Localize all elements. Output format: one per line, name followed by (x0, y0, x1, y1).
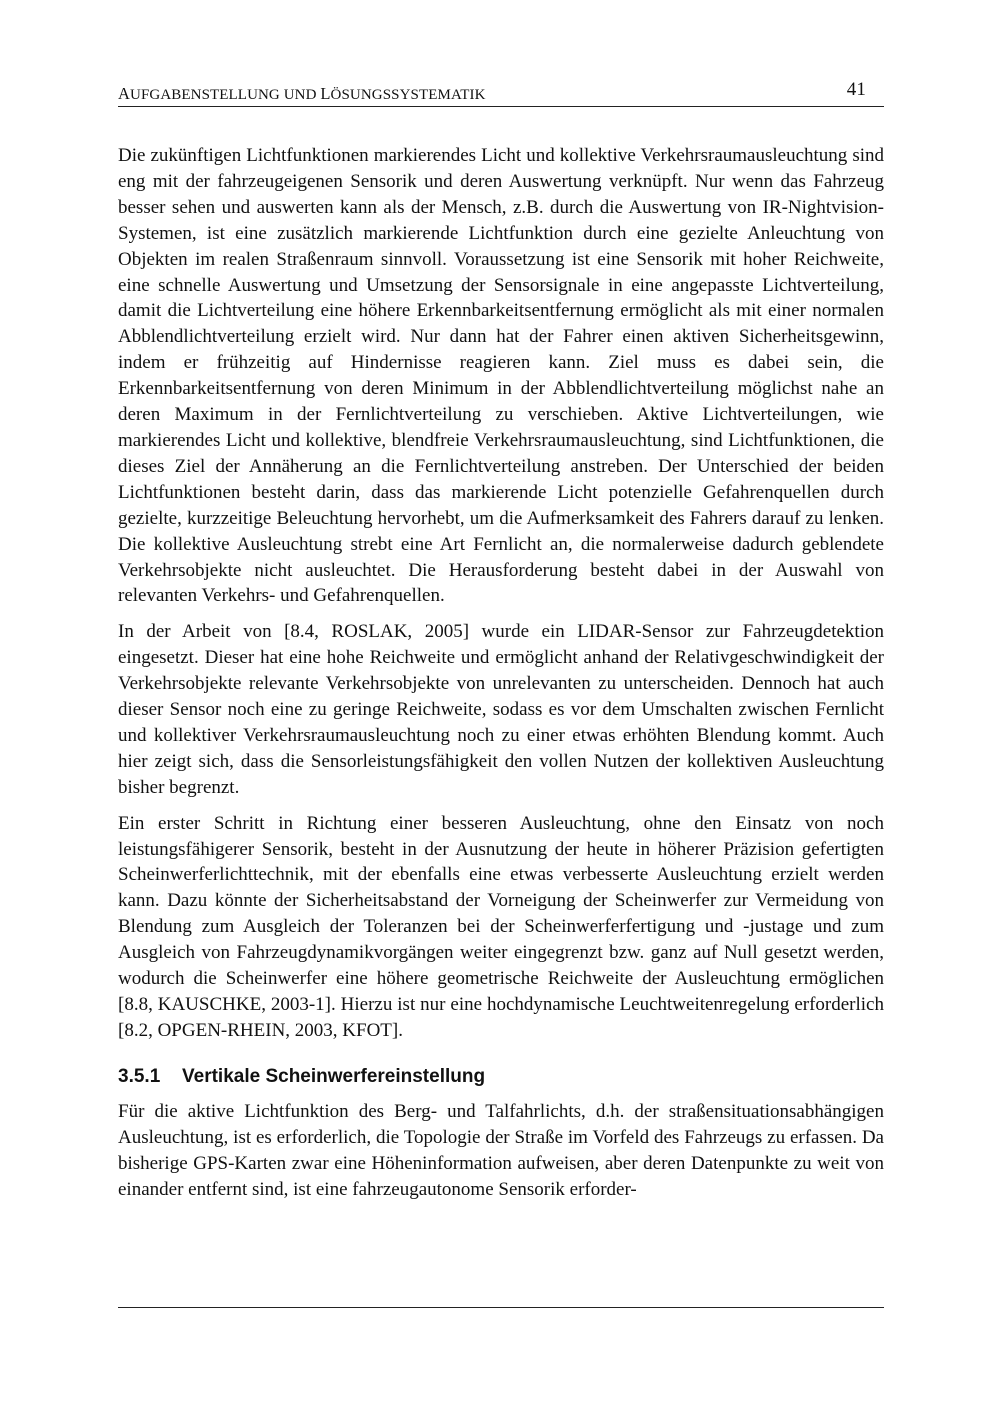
document-page (118, 0, 884, 1415)
paragraph-berg-und-talfahrlicht: Für die aktive Lichtfunktion des Berg- und Talfahrlichts, d.h. der straßensituationsabhängigen Ausleuchtung, ist es erforderlich, die Topologie der Straße im Vorfeld des Fahrzeugs zu erfassen. Da bisherige GPS-Karten zwar eine Höheninformation aufweisen, aber deren Datenpunkte zu weit von einander entfernt sind, ist eine fahrzeugautonome Sensorik erforder- (118, 1100, 884, 1200)
footer-rule (118, 1307, 884, 1308)
chapter-title-rest-2: ÖSUNGSSYSTEMATIK (330, 87, 486, 103)
section-title: Vertikale Scheinwerfereinstellung (182, 1065, 486, 1087)
chapter-title (118, 84, 486, 104)
chapter-title-initial-2: L (320, 84, 331, 103)
paragraph-lidar-sensor: In der Arbeit von [8.4, ROSLAK, 2005] wurde ein LIDAR-Sensor zur Fahrzeugdetektion eingesetzt. Dieser hat eine hohe Reichweite und ermöglicht anhand der Relativgeschwindigkeit der Verkehrsobjekte relevante Verkehrsobjekte von unrelevanten zu unterscheiden. Dennoch hat auch dieser Sensor noch eine zu geringe Reichweite, sodass es vor dem Umschalten zwischen Fernlicht und kollektiver Verkehrsraumausleuchtung noch zu einer etwas erhöhten Blendung kommt. Auch hier zeigt sich, dass die Sensorleistungsfähigkeit den vollen Nutzen der kollektiven Ausleuchtung bisher begrenzt. (118, 621, 884, 798)
body-text (118, 143, 884, 1212)
chapter-title-initial-1: A (118, 84, 131, 103)
running-header (118, 80, 884, 107)
section-number: 3.5.1 (118, 1065, 161, 1087)
paragraph-lichtfunktionen: Die zukünftigen Lichtfunktionen markierendes Licht und kollektive Verkehrsraumausleuchtung sind eng mit der fahrzeugeigenen Sensorik und deren Auswertung verknüpft. Nur wenn das Fahrzeug besser sehen und auswerten kann als der Mensch, z.B. durch die Auswertung von IR-Nightvision-Systemen, ist eine zusätzlich markierende Lichtfunktion durch eine gezielte Anleuchtung von Objekten im realen Straßenraum sinnvoll. Voraussetzung ist eine Sensorik mit hoher Reichweite, eine schnelle Auswertung und Umsetzung der Sensorsignale in eine angepasste Lichtverteilung, damit die Lichtverteilung eine höhere Erkennbarkeitsentfernung ermöglicht als mit einer normalen Abblendlichtverteilung erzielt wird. Nur dann hat der Fahrer einen aktiven Sicherheitsgewinn, indem er frühzeitig auf Hindernisse reagieren kann. Ziel muss es dabei sein, die Erkennbarkeitsentfernung von deren Minimum in der Abblendlichtverteilung möglichst nahe an deren Maximum in der Fernlichtverteilung zu verschieben. Aktive Lichtverteilungen, wie markierendes Licht und kollektive, blendfreie Verkehrsraumausleuchtung, sind Lichtfunktionen, die dieses Ziel der Annäherung an die Fernlichtverteilung anstreben. Der Unterschied der beiden Lichtfunktionen besteht darin, dass das markierende Licht potenzielle Gefahrenquellen durch gezielte, kurzzeitige Beleuchtung hervorhebt, um die Aufmerksamkeit des Fahrers darauf zu lenken. Die kollektive Ausleuchtung strebt eine Art Fernlicht an, die normalerweise dadurch geblendete Verkehrsobjekte nicht ausleuchtet. Die Herausforderung besteht dabei in der Auswahl von relevanten Verkehrs- und Gefahrenquellen. (118, 145, 884, 607)
paragraph-scheinwerferlichttechnik: Ein erster Schritt in Richtung einer besseren Ausleuchtung, ohne den Einsatz von noch leistungsfähigerer Sensorik, besteht in der Ausnutzung der heute in höherer Präzision gefertigten Scheinwerferlichttechnik, mit der ebenfalls eine etwas verbesserte Ausleuchtung erzielt werden kann. Dazu könnte der Sicherheitsabstand der Vorneigung der Scheinwerfer zur Vermeidung von Blendung zum Ausgleich der Toleranzen bei der Scheinwerferfertigung und -justage und zum Ausgleich von Fahrzeugdynamikvorgängen weiter eingegrenzt bzw. ganz auf Null gesetzt werden, wodurch die Scheinwerfer eine höhere geometrische Reichweite der Ausleuchtung ermöglichen [8.8, KAUSCHKE, 2003-1]. Hierzu ist nur eine hochdynamische Leuchtweitenregelung erforderlich [8.2, OPGEN-RHEIN, 2003, KFOT]. (118, 812, 884, 1041)
page-number: 41 (846, 79, 866, 100)
chapter-title-rest-1: UFGABENSTELLUNG UND (130, 87, 321, 103)
section-heading (118, 1064, 884, 1090)
